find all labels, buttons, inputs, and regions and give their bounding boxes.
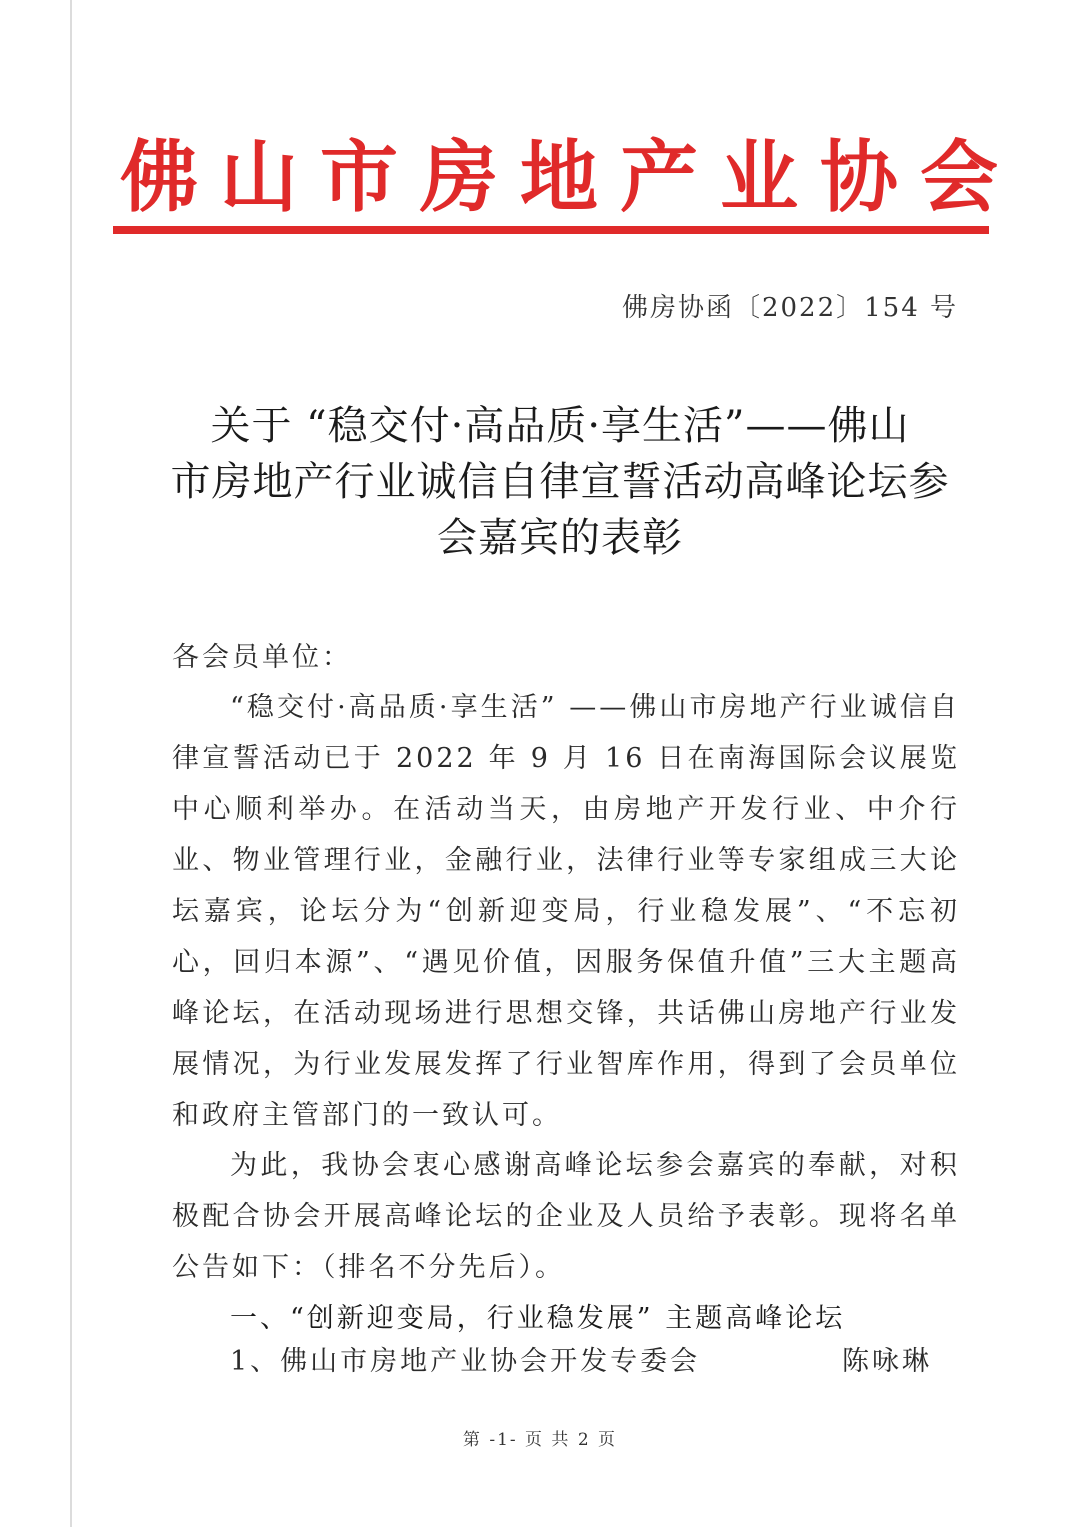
list-item-person: 陈咏琳 [842, 1346, 932, 1377]
document-title-line-3: 会嘉宾的表彰 [437, 515, 683, 561]
document-number: 佛房协函〔2022〕154 号 [621, 293, 958, 323]
body-paragraph-1: “稳交付·高品质·享生活” ——佛山市房地产行业诚信自律宣誓活动已于 2022 年 9 月 16 日在南海国际会议展览中心顺利举办。在活动当天，由房地产开发行业、中介行业、物业管理行业，金融行业，法律行业等专家组成三大论坛嘉宾，论坛分为“创新迎变局，行业稳发展”、“不忘初心，回归本源”、“遇见价值，因服务保值升值”三大主题高峰论坛，在活动现场进行思想交锋，共话佛山房地产行业发展情况，为行业发展发挥了行业智库作用，得到了会员单位和政府主管部门的一致认可。 [172, 692, 960, 1131]
scan-edge-line [70, 0, 72, 1527]
letterhead-title: 佛山市房地产业协会 [120, 132, 1021, 223]
document-title [150, 398, 970, 566]
list-item-organization: 1、佛山市房地产业协会开发专委会 [230, 1346, 701, 1377]
salutation: 各会员单位： [172, 642, 352, 673]
page-number-footer: 第 -1- 页 共 2 页 [462, 1430, 618, 1450]
section-heading-1: 一、“创新迎变局，行业稳发展” 主题高峰论坛 [230, 1303, 846, 1334]
body-paragraph-2: 为此，我协会衷心感谢高峰论坛参会嘉宾的奉献，对积极配合协会开展高峰论坛的企业及人员给予表彰。现将名单公告如下：（排名不分先后）。 [172, 1150, 960, 1283]
document-title-line-2: 市房地产行业诚信自律宣誓活动高峰论坛参 [170, 459, 950, 505]
document-title-line-1: 关于 “稳交付·高品质·享生活”——佛山 [210, 403, 910, 449]
letterhead-red-rule [113, 226, 989, 234]
